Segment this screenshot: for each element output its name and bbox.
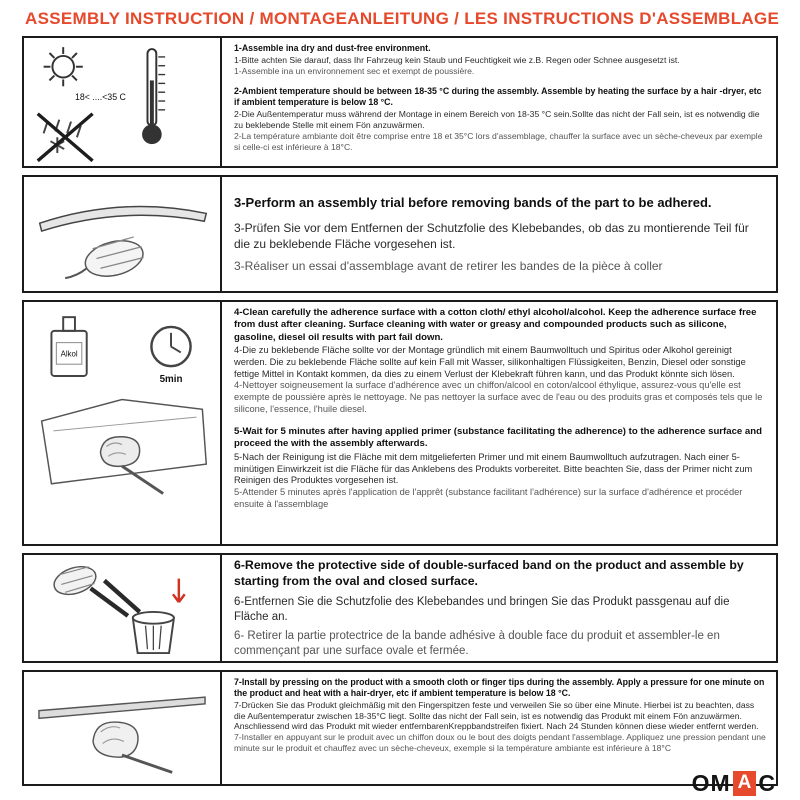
step-6-text-en: 6-Remove the protective side of double-surfaced band on the product and assemble by starting from the oval and closed surface. <box>234 558 744 589</box>
band-strips-icon <box>91 581 140 616</box>
environment-illustration <box>22 36 222 168</box>
step-3-text-fr: 3-Réaliser un essai d'assemblage avant de retirer les bandes de la pièce à coller <box>234 259 663 274</box>
environment-illustration-svg <box>24 38 220 166</box>
instruction-row-3 <box>22 300 778 546</box>
instruction-row-4 <box>22 553 778 663</box>
instruction-row-5 <box>22 670 778 786</box>
instruction-text-1 <box>220 36 778 168</box>
step-4-text-fr: 4-Nettoyer soigneusement la surface d'adhérence avec un chiffon/alcool en coton/alcool éthylique, assurez-vous qu'elle est exempte de poussière après le nettoyage. Ne pas nettoyer la surface avec de l'eau ou des produits gras et composés tels que le silicone, l'essence, l'huile diesel. <box>234 380 763 415</box>
step-7-text-fr: 7-Installer en appuyant sur le produit avec un chiffon doux ou le bout des doigts pendant l'assemblage. Appliquez une pression pendant une minute sur le produit et chauffez avec un sèche-cheveux, exemple si la température ambiante est inférieure à 18°C <box>234 732 766 753</box>
step-1-text-de: 1-Bitte achten Sie darauf, dass Ihr Fahrzeug kein Staub und Feuchtigkeit wie z.B. Regen oder Schnee ausgesetzt ist. <box>234 54 680 65</box>
step-7-block <box>234 677 766 754</box>
logo-text-om: OM <box>691 770 731 796</box>
instruction-text-5 <box>220 670 778 786</box>
trial-fit-illustration-svg <box>24 177 220 291</box>
step-5-text-de: 5-Nach der Reinigung ist die Fläche mit dem mitgelieferten Primer und mit einem Baumwolltuch aufzutragen. Nach einer 5-minütigen Einwirkzeit ist die Fläche für das Anklebens des Produkts vorbereitet. Bitte beachten Sie, dass der Primer nicht zum Reinigen des Produktes vorgesehen ist. <box>234 451 753 486</box>
instruction-rows <box>0 36 800 786</box>
step-7-text-en: 7-Install by pressing on the product with a smooth cloth or finger tips during the assembly. Apply a pressure for one minute on the product and heat with a hair-dryer, etc if ambient temperature is below 18 °C. <box>234 677 765 698</box>
step-7-text-de: 7-Drücken Sie das Produkt gleichmäßig mit den Fingerspitzen feste und verweilen Sie so über eine Minute. Hierbei ist zu beachten, dass die Außentemperatur zwischen 18-35°C liegt. Sollte das nicht der Fall sein, ist es notwendig das Produkt mit einem Fön anzuwärmen. Anschliessend wird das Produkt mit wieder entfernbarenKreppbandstreifen fixiert. Nach 24 Stunden können diese wieder entfernt werden. <box>234 699 759 732</box>
step-5-block <box>234 426 766 511</box>
cleaning-illustration-svg <box>24 302 220 544</box>
step-6-text-fr: 6- Retirer la partie protectrice de la bande adhésive à double face du produit et assembler-le en commençant par une surface ovale et fermée. <box>234 629 720 657</box>
step-1-block <box>234 43 766 76</box>
instruction-row-1 <box>22 36 778 168</box>
temperature-range-label: 18< ....<35 C <box>74 92 126 103</box>
step-2-text-en: 2-Ambient temperature should be between 18-35 °C during the assembly. Assemble by heating the surface by a hair -dryer, etc if ambient temperature is below 18 °C. <box>234 86 762 108</box>
step-6-text-de: 6-Entfernen Sie die Schutzfolie des Klebebandes und bringen Sie das Produkt passgenau auf die Fläche an. <box>234 596 730 624</box>
thermometer-icon <box>142 49 165 144</box>
trim-strip-shape <box>40 207 207 232</box>
step-4-text-de: 4-Die zu beklebende Fläche sollte vor der Montage gründlich mit einem Baumwolltuch und Spiritus oder Alkohol gereinigt werden. Die zu beklebende Fläche sollte auf kein Fall mit Wasser, silikonhaltigen Flüssigkeiten, Benzin, Diesel oder sonstige fettige Mittel in Kontakt kommen, da dies zu einem Verlust der Klebekraft führen kann, und das Produkt könnte sich lösen. <box>234 344 746 379</box>
instruction-text-4 <box>220 553 778 663</box>
step-5-text-fr: 5-Attender 5 minutes après l'application de l'apprêt (substance facilitant l'adhérence) sur la surface d'adhérence et procéder ensuite à l'assemblage <box>234 487 743 510</box>
no-rain-snow-icon <box>38 114 93 161</box>
page-title: ASSEMBLY INSTRUCTION / MONTAGEANLEITUNG / LES INSTRUCTIONS D'ASSEMBLAGE <box>25 9 780 28</box>
instruction-text-3 <box>220 300 778 546</box>
peel-band-illustration <box>22 553 222 663</box>
trim-strip-shape <box>39 697 205 718</box>
clock-icon <box>151 327 190 385</box>
step-2-block <box>234 86 766 152</box>
press-install-illustration-svg <box>24 672 220 784</box>
step-3-block <box>234 194 766 274</box>
bottle-label: Alkol <box>60 349 78 359</box>
logo-text-a: A <box>733 771 757 796</box>
clock-label: 5min <box>159 373 183 385</box>
step-3-text-en: 3-Perform an assembly trial before removing bands of the part to be adhered. <box>234 195 712 211</box>
step-4-block <box>234 307 766 416</box>
step-2-text-fr: 2-La température ambiante doit être comprise entre 18 et 35°C lors d'assemblage, chauffer la surface avec un sèche-cheveux par exemple si celle-ci est inférieure à 18°C. <box>234 130 763 152</box>
omac-logo <box>692 770 776 797</box>
trial-fit-illustration <box>22 175 222 293</box>
press-install-illustration <box>22 670 222 786</box>
step-4-text-en: 4-Clean carefully the adherence surface with a cotton cloth/ ethyl alcohol/alcohol. Keep the adherence surface free from dust after cleaning. Surface cleaning with water or greasy and compounded products such as silicone, gasoline, diesel oil results with part fail down. <box>234 307 757 343</box>
step-2-text-de: 2-Die Außentemperatur muss während der Montage in einem Bereich von 18-35 °C sein.Sollte das nicht der Fall sein, ist es notwendig die zu beklebende Stelle mit einem Fön anzuwärmen. <box>234 109 760 131</box>
logo-text-c: C <box>758 770 776 796</box>
step-6-block <box>234 558 766 659</box>
down-arrow-icon <box>173 579 185 603</box>
sun-icon <box>44 47 83 86</box>
pressing-cloth-icon <box>93 722 172 772</box>
hand-peeling-icon <box>51 562 100 600</box>
step-3-text-de: 3-Prüfen Sie vor dem Entfernen der Schutzfolie des Klebebandes, ob das zu montierende Teil für die zu beklebende Fläche vorgesehen ist. <box>234 220 749 252</box>
hand-holding-strip-icon <box>65 235 147 282</box>
instruction-text-2 <box>220 175 778 293</box>
peel-band-illustration-svg <box>24 555 220 661</box>
trash-can-icon <box>133 612 174 653</box>
alcohol-bottle-icon <box>51 317 86 376</box>
step-5-text-en: 5-Wait for 5 minutes after having applied primer (substance facilitating the adherence) to the adherence surface and proceed the with the assembly afterwards. <box>234 426 762 450</box>
step-1-text-en: 1-Assemble ina dry and dust-free environment. <box>234 43 431 53</box>
instruction-row-2 <box>22 175 778 293</box>
cleaning-illustration <box>22 300 222 546</box>
wipe-surface-icon <box>42 399 207 493</box>
step-1-text-fr: 1-Assemble ina un environnement sec et exempt de poussière. <box>234 65 475 76</box>
